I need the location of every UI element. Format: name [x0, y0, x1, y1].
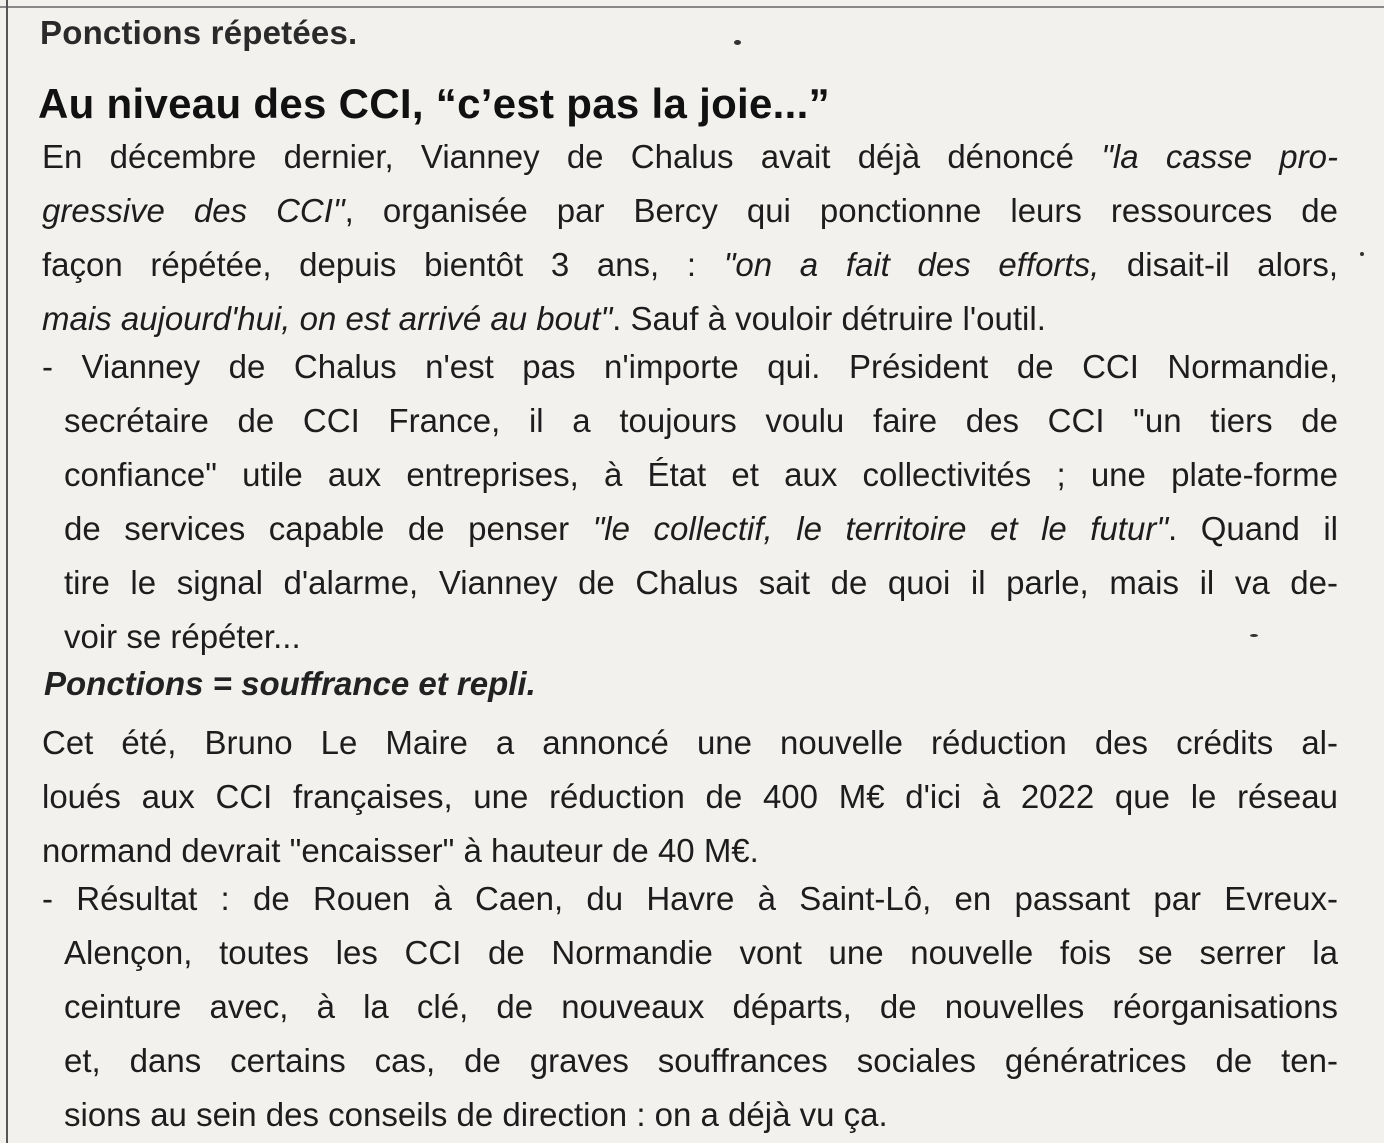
text-line	[42, 238, 1338, 292]
text-line	[42, 130, 1338, 184]
text-span: En décembre dernier, Vianney de Chalus avait déjà dénoncé	[42, 138, 1102, 175]
paragraph-intro	[42, 130, 1338, 346]
paragraph-budget	[42, 716, 1338, 878]
text-line: - Résultat : de Rouen à Caen, du Havre à Saint-Lô, en passant par Evreux-	[42, 880, 1338, 917]
quote-span: "on a fait des efforts,	[723, 246, 1100, 283]
text-line: voir se répéter...	[64, 618, 301, 655]
text-line: normand devrait "encaisser" à hauteur de 40 M€.	[42, 832, 759, 869]
text-span: . Sauf à vouloir détruire l'outil.	[612, 300, 1046, 337]
page-border-left	[6, 0, 8, 1143]
text-line: ceinture avec, à la clé, de nouveaux départs, de nouvelles réorganisations	[64, 988, 1338, 1025]
text-span: , organisée par Bercy qui ponctionne leurs ressources de	[344, 192, 1339, 229]
text-line: loués aux CCI françaises, une réduction de 400 M€ d'ici à 2022 que le réseau	[42, 778, 1338, 815]
quote-span: "la casse pro-	[1101, 138, 1338, 175]
page-border-top	[0, 6, 1384, 8]
article-kicker: Ponctions répetées.	[40, 14, 358, 51]
text-line: tire le signal d'alarme, Vianney de Chalus sait de quoi il parle, mais il va de-	[64, 564, 1338, 601]
quote-span: gressive des CCI"	[42, 192, 345, 229]
text-line	[42, 292, 1338, 346]
text-line	[42, 184, 1338, 238]
text-line: Cet été, Bruno Le Maire a annoncé une nouvelle réduction des crédits al-	[42, 724, 1338, 761]
text-line: - Vianney de Chalus n'est pas n'importe qui. Président de CCI Normandie,	[42, 348, 1338, 385]
section-subheading: Ponctions = souffrance et repli.	[44, 665, 536, 702]
scan-speck	[1250, 634, 1258, 637]
text-line: sions au sein des conseils de direction : on a déjà vu ça.	[64, 1096, 888, 1133]
text-line: secrétaire de CCI France, il a toujours voulu faire des CCI "un tiers de	[64, 402, 1338, 439]
text-span: façon répétée, depuis bientôt 3 ans, :	[42, 246, 724, 283]
scan-speck	[1360, 252, 1364, 256]
quote-span: mais aujourd'hui, on est arrivé au bout"	[42, 300, 613, 337]
scan-speck	[734, 40, 741, 45]
text-line	[42, 502, 1338, 556]
text-line: et, dans certains cas, de graves souffrances sociales génératrices de ten-	[64, 1042, 1338, 1079]
text-line: confiance" utile aux entreprises, à État et aux collectivités ; une plate-forme	[64, 456, 1338, 493]
text-span: . Quand il	[1168, 510, 1339, 547]
paragraph-president	[42, 340, 1338, 664]
quote-span: "le collectif, le territoire et le futur"	[592, 510, 1169, 547]
article-headline: Au niveau des CCI, “c’est pas la joie...”	[38, 80, 830, 127]
text-span: de services capable de penser	[64, 510, 593, 547]
paragraph-result	[42, 872, 1338, 1142]
text-line: Alençon, toutes les CCI de Normandie vont une nouvelle fois se serrer la	[64, 934, 1338, 971]
text-span: disait-il alors,	[1099, 246, 1338, 283]
